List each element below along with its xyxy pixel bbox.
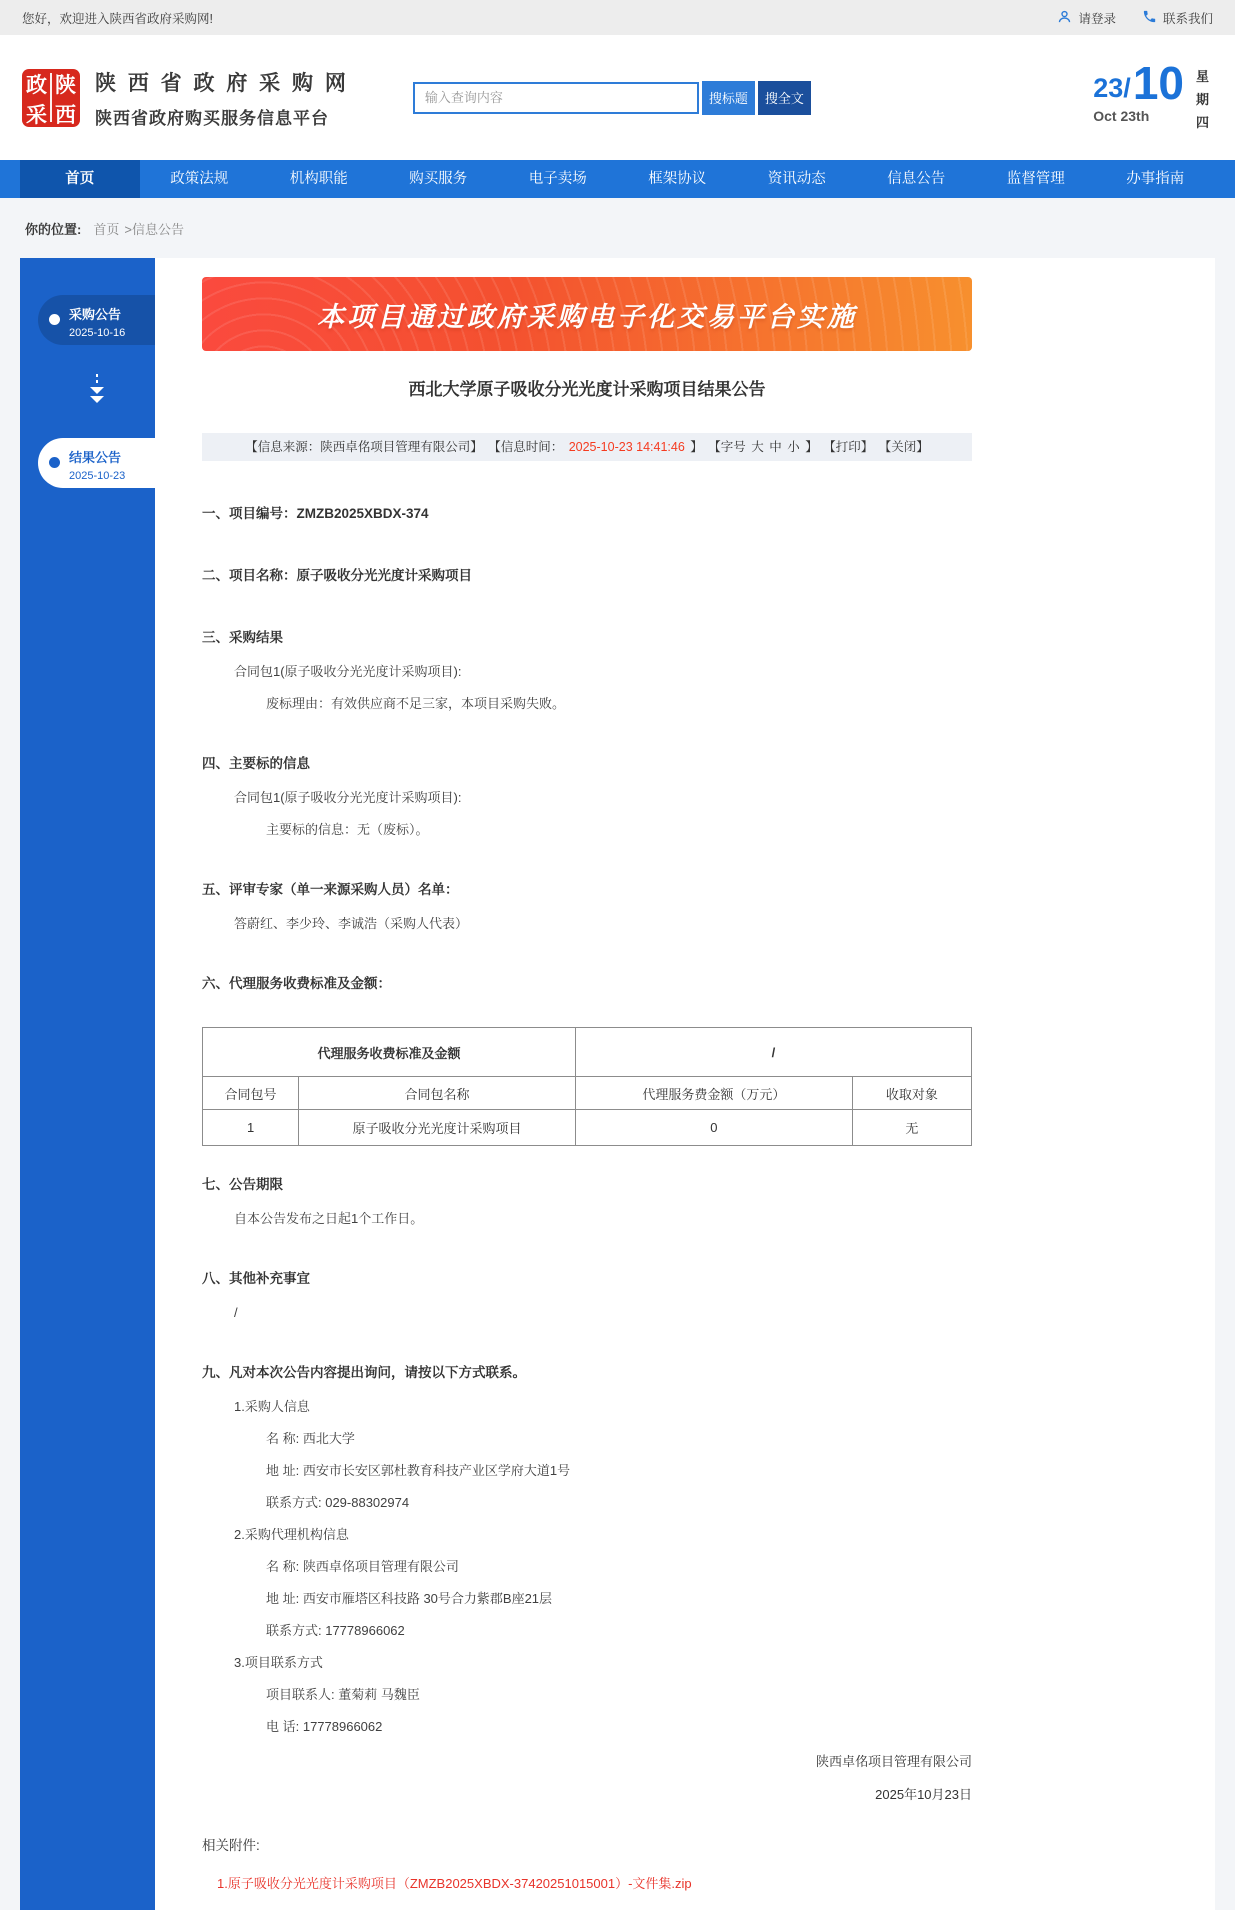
meta-source: 【信息来源：陕西卓佲项目管理有限公司】 <box>245 440 483 454</box>
weekday-char: 期 <box>1195 92 1209 107</box>
sidebar <box>20 258 155 1910</box>
main-nav <box>0 160 1235 198</box>
meta-time-label: 【信息时间： <box>488 440 564 454</box>
table-cell: 收取对象 <box>852 1077 971 1110</box>
body-line: 废标理由：有效供应商不足三家，本项目采购失败。 <box>266 696 566 711</box>
nav-item-e-mall[interactable]: 电子卖场 <box>528 171 587 187</box>
sidebar-item-title: 结果公告 <box>69 450 122 465</box>
weekday-char: 星 <box>1195 69 1209 84</box>
table-cell: 代理服务费金额（万元） <box>575 1077 852 1110</box>
logo-char: 陕 <box>55 73 76 97</box>
date-english: Oct 23th <box>1093 108 1150 124</box>
logo-char: 政 <box>26 73 47 97</box>
user-icon <box>1057 9 1072 27</box>
table-cell: 代理服务收费标准及金额 <box>203 1028 576 1077</box>
weekday-label <box>1196 66 1209 131</box>
font-size-medium-button[interactable]: 中 <box>769 440 782 454</box>
section-project-number <box>202 505 972 523</box>
date-separator: / <box>1123 73 1131 103</box>
section-procurement-result <box>202 629 972 711</box>
body-line: 合同包1(原子吸收分光光度计采购项目): <box>234 664 462 679</box>
section-notice-period <box>202 1176 972 1226</box>
table-cell: 合同包号 <box>203 1077 299 1110</box>
nav-item-news[interactable]: 资讯动态 <box>767 171 826 187</box>
section-heading: 四、主要标的信息 <box>202 756 310 771</box>
sidebar-item-procurement-notice[interactable] <box>38 295 155 345</box>
announcement-title: 西北大学原子吸收分光光度计采购项目结果公告 <box>408 380 766 399</box>
site-titles <box>95 67 349 129</box>
search-title-button[interactable]: 搜标题 <box>702 81 755 115</box>
signature-date: 2025年10月23日 <box>875 1787 972 1802</box>
table-row <box>203 1077 972 1110</box>
site-name: 陕 西 省 政 府 采 购 网 <box>95 71 349 95</box>
nav-item-functions[interactable]: 机构职能 <box>289 171 348 187</box>
table-row <box>203 1028 972 1077</box>
section-heading: 一、项目编号：ZMZB2025XBDX-374 <box>202 506 429 521</box>
nav-item-framework-agreement[interactable]: 框架协议 <box>648 171 707 187</box>
signature-company: 陕西卓佲项目管理有限公司 <box>815 1754 972 1769</box>
topbar-links <box>1057 9 1213 27</box>
font-size-small-button[interactable]: 小 <box>787 440 800 454</box>
platform-banner: 本项目通过政府采购电子化交易平台实施 <box>202 277 972 351</box>
breadcrumb <box>0 198 1235 258</box>
body-line: 地 址: 西安市长安区郭杜教育科技产业区学府大道1号 <box>266 1463 571 1478</box>
meta-time-suffix: 】 <box>690 440 703 454</box>
nav-item-supervision[interactable]: 监督管理 <box>1006 171 1065 187</box>
meta-font-label: 【字号 <box>708 440 746 454</box>
body-line: 名 称: 西北大学 <box>266 1431 355 1446</box>
font-size-large-button[interactable]: 大 <box>751 440 764 454</box>
logo-char: 采 <box>26 103 47 127</box>
nav-item-announcements[interactable]: 信息公告 <box>887 171 946 187</box>
section-review-experts <box>202 881 972 931</box>
section-other-matters <box>202 1270 972 1320</box>
body-line: 2.采购代理机构信息 <box>234 1527 349 1542</box>
search-fulltext-button[interactable]: 搜全文 <box>758 81 811 115</box>
body-line: 联系方式: 029-88302974 <box>266 1495 410 1510</box>
body-line: 电 话: 17778966062 <box>266 1719 383 1734</box>
table-row <box>203 1110 972 1146</box>
body-line: 主要标的信息：无（废标）。 <box>266 822 429 837</box>
section-heading: 六、代理服务收费标准及金额： <box>202 976 391 991</box>
sidebar-item-date: 2025-10-16 <box>69 327 126 339</box>
body-line: 地 址: 西安市雁塔区科技路 30号合力紫郡B座21层 <box>266 1591 553 1606</box>
nav-item-service-guide[interactable]: 办事指南 <box>1126 171 1185 187</box>
section-heading: 九、凡对本次公告内容提出询问，请按以下方式联系。 <box>202 1365 526 1380</box>
body-line: 项目联系人: 董菊莉 马魏臣 <box>266 1687 420 1702</box>
contact-link[interactable] <box>1142 9 1213 27</box>
body-line: 3.项目联系方式 <box>234 1655 323 1670</box>
section-heading: 七、公告期限 <box>202 1177 283 1192</box>
body-line: 合同包1(原子吸收分光光度计采购项目): <box>234 790 462 805</box>
print-button[interactable]: 【打印】 <box>823 440 874 454</box>
section-contact-info <box>202 1364 972 1734</box>
down-arrow-icon <box>38 373 155 410</box>
logo-char: 西 <box>55 103 76 127</box>
body-line: 1.采购人信息 <box>234 1399 310 1414</box>
section-heading: 八、其他补充事宜 <box>202 1271 310 1286</box>
date-main <box>1093 57 1184 124</box>
section-project-name <box>202 567 972 585</box>
breadcrumb-home-link[interactable]: 首页 <box>93 221 120 237</box>
signature-block <box>202 1754 972 1802</box>
nav-item-purchase-services[interactable]: 购买服务 <box>409 171 468 187</box>
site-header <box>0 35 1235 160</box>
welcome-text: 您好，欢迎进入陕西省政府采购网! <box>22 11 213 26</box>
bullet-dot-icon <box>49 314 60 325</box>
table-cell: 0 <box>575 1110 852 1146</box>
section-heading: 三、采购结果 <box>202 630 283 645</box>
login-label: 请登录 <box>1078 11 1116 26</box>
table-cell: 原子吸收分光光度计采购项目 <box>299 1110 576 1146</box>
phone-icon <box>1142 9 1157 27</box>
date-widget <box>1093 57 1209 131</box>
meta-time-value: 2025-10-23 14:41:46 <box>568 440 685 454</box>
section-agency-fee <box>202 975 972 1146</box>
agency-fee-table <box>202 1027 972 1146</box>
meta-font-suffix: 】 <box>805 440 818 454</box>
weekday-char: 四 <box>1195 115 1209 130</box>
content-panel <box>155 258 1215 1910</box>
login-link[interactable] <box>1057 9 1116 27</box>
section-heading: 二、项目名称：原子吸收分光光度计采购项目 <box>202 568 472 583</box>
topbar <box>0 0 1235 35</box>
sidebar-item-title: 采购公告 <box>69 307 122 322</box>
body-line: / <box>234 1305 238 1320</box>
table-cell: 合同包名称 <box>299 1077 576 1110</box>
breadcrumb-label: 你的位置: <box>25 221 82 237</box>
attachments-label: 相关附件: <box>202 1838 260 1853</box>
search-bar <box>413 81 811 115</box>
table-cell: 1 <box>203 1110 299 1146</box>
date-day: 23 <box>1093 73 1124 103</box>
nav-item-policies[interactable]: 政策法规 <box>170 171 229 187</box>
section-heading: 五、评审专家（单一来源采购人员）名单： <box>202 882 459 897</box>
bullet-dot-icon <box>49 457 60 468</box>
close-button[interactable]: 【关闭】 <box>878 440 929 454</box>
announcement-article <box>202 277 972 1893</box>
site-logo[interactable] <box>22 69 80 127</box>
table-cell: / <box>575 1028 971 1077</box>
site-subtitle: 陕西省政府购买服务信息平台 <box>95 108 329 128</box>
meta-bar <box>202 433 972 461</box>
body-line: 名 称: 陕西卓佲项目管理有限公司 <box>266 1559 459 1574</box>
breadcrumb-current[interactable]: >信息公告 <box>124 221 184 237</box>
nav-item-home[interactable]: 首页 <box>20 160 140 198</box>
contact-label: 联系我们 <box>1162 11 1213 26</box>
body-line: 联系方式: 17778966062 <box>266 1623 405 1638</box>
section-main-subject-info <box>202 755 972 837</box>
sidebar-item-date: 2025-10-23 <box>69 470 126 482</box>
main-area <box>0 258 1235 1910</box>
body-line: 自本公告发布之日起1个工作日。 <box>234 1211 424 1226</box>
sidebar-item-result-notice[interactable] <box>38 438 155 488</box>
search-input[interactable] <box>413 82 699 114</box>
date-month: 10 <box>1132 57 1184 109</box>
body-line: 答蔚红、李少玲、李诚浩（采购人代表） <box>234 916 469 931</box>
table-cell: 无 <box>852 1110 971 1146</box>
attachment-file-link[interactable]: 1.原子吸收分光光度计采购项目（ZMZB2025XBDX-37420251015001）-文件集.zip <box>217 1876 692 1891</box>
